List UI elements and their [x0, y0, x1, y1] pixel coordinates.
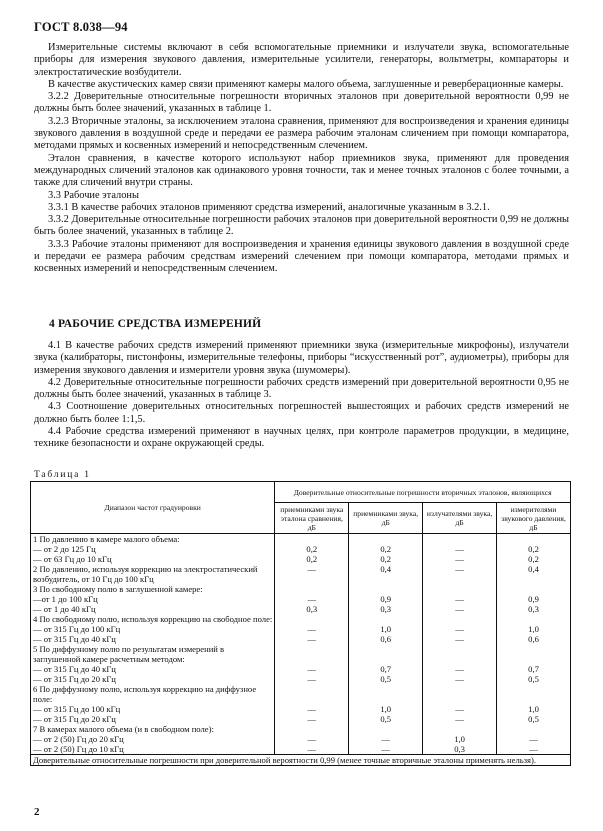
- row-value: [349, 644, 423, 664]
- row-value: —: [423, 544, 497, 554]
- row-value: 0,9: [349, 594, 423, 604]
- paragraph: 4.1 В качестве рабочих средств измерений применяют приемники звука (измерительные микрофоны), излучатели звука (калибраторы, пистонфоны, измерительные телефоны, приборы “искусственный рот”, аудиометры), приборы для измерения звукового давления и измерители уровня звука (шумомеры).: [34, 340, 569, 376]
- table-row: [31, 594, 571, 604]
- row-value: 0,2: [349, 544, 423, 554]
- row-value: 0,2: [497, 544, 571, 554]
- row-value: —: [275, 744, 349, 755]
- table-row: [31, 634, 571, 644]
- row-value: —: [423, 714, 497, 724]
- row-value: 0,3: [497, 604, 571, 614]
- row-label: — от 315 Гц до 100 кГц: [31, 624, 275, 634]
- row-value: 0,9: [497, 594, 571, 604]
- row-value: —: [423, 604, 497, 614]
- paragraph: 3.2.3 Вторичные эталоны, за исключением эталона сравнения, применяют для воспроизведения и хранения единицы звукового давления в воздушной среде и передачи ее размера рабочим эталонам сличением при помощи компаратора, методами прямых и косвенных измерений и непосредственным слечением.: [34, 115, 569, 152]
- table-row: [31, 534, 571, 545]
- row-value: 0,3: [423, 744, 497, 755]
- paragraph: 3.3.3 Рабочие эталоны применяют для воспроизведения и хранения единицы звукового давления в воздушной среде и передачи ее размера рабочим средствам измерений слечением при помощи компаратора, методами прямых и косвенных измерений и непосредственным слечением.: [34, 238, 569, 275]
- row-value: —: [275, 624, 349, 634]
- row-label: 7 В камерах малого объема (и в свободном поле):: [31, 724, 275, 734]
- row-value: 1,0: [423, 734, 497, 744]
- row-value: 0,4: [497, 564, 571, 584]
- table-row: [31, 734, 571, 744]
- row-value: —: [275, 634, 349, 644]
- row-value: —: [349, 744, 423, 755]
- row-label: — от 63 Гц до 10 кГц: [31, 554, 275, 564]
- paragraph: 3.2.2 Доверительные относительные погрешности вторичных эталонов при доверительной вероятности 0,99 не должны быть более значений, указанных в таблице 1.: [34, 91, 569, 115]
- table-row: [31, 614, 571, 624]
- row-value: 0,2: [497, 554, 571, 564]
- paragraph: 4.2 Доверительные относительные погрешности рабочих средств измерений при доверительной вероятности 0,95 не должны быть более значений, указанных в таблице 3.: [34, 376, 569, 401]
- document-header: ГОСТ 8.038—94: [34, 20, 128, 34]
- row-value: 0,3: [275, 604, 349, 614]
- row-value: [497, 584, 571, 594]
- subsection-heading: 3.3 Рабочие эталоны: [48, 189, 139, 201]
- row-value: —: [275, 674, 349, 684]
- row-value: —: [497, 734, 571, 744]
- bottom-text-block: [34, 340, 569, 451]
- table-header-range: Диапазон частот градуировки: [31, 482, 275, 534]
- row-label: 5 По диффузному полю по результатам измерений в заглушенной камере расчетным методом:: [31, 644, 275, 664]
- row-value: [275, 684, 349, 704]
- paragraph: 4.4 Рабочие средства измерений применяют в научных целях, при контроле параметров продукции, в медицине, технике безопасности и охране окружающей среды.: [34, 426, 569, 450]
- table-row: [31, 664, 571, 674]
- row-value: [349, 684, 423, 704]
- paragraph: Эталон сравнения, в качестве которого используют набор приемников звука, применяют для проведения международных сличений эталонов как одинакового уровня точности, так и менее точных эталонов с более точными, а также для сличений внутри страны.: [34, 152, 569, 189]
- table-row: [31, 544, 571, 554]
- row-value: 0,2: [275, 554, 349, 564]
- row-value: —: [275, 664, 349, 674]
- row-value: 1,0: [497, 704, 571, 714]
- row-value: [275, 614, 349, 624]
- row-value: [423, 724, 497, 734]
- row-value: [497, 614, 571, 624]
- table-row: [31, 684, 571, 704]
- row-value: [349, 724, 423, 734]
- table-subheader: приемниками звука, дБ: [349, 503, 423, 534]
- table-header-group: Доверительные относительные погрешности вторичных эталонов, являющихся: [275, 482, 571, 503]
- row-value: 0,5: [349, 674, 423, 684]
- row-label: — от 2 до 125 Гц: [31, 544, 275, 554]
- table-subheader: измерителями звукового давления, дБ: [497, 503, 571, 534]
- row-value: 0,4: [349, 564, 423, 584]
- row-value: —: [423, 624, 497, 634]
- row-value: —: [423, 704, 497, 714]
- row-value: [423, 684, 497, 704]
- row-value: —: [349, 734, 423, 744]
- row-value: 0,2: [275, 544, 349, 554]
- row-value: 0,6: [349, 634, 423, 644]
- table-row: [31, 744, 571, 755]
- table-row: [31, 644, 571, 664]
- row-value: 0,5: [497, 674, 571, 684]
- row-value: —: [275, 714, 349, 724]
- row-label: 1 По давлению в камере малого объема:: [31, 534, 275, 545]
- row-value: [349, 614, 423, 624]
- row-label: — от 315 Гц до 20 кГц: [31, 674, 275, 684]
- table-body: [31, 534, 571, 755]
- row-value: 0,5: [349, 714, 423, 724]
- table-row: [31, 724, 571, 734]
- row-value: [275, 644, 349, 664]
- row-value: —: [423, 594, 497, 604]
- table-footnote: Доверительные относительные погрешности при доверительной вероятности 0,99 (менее точные вторичные эталоны применять нельзя).: [31, 755, 571, 766]
- row-value: 1,0: [349, 624, 423, 634]
- table-row: [31, 674, 571, 684]
- row-value: [497, 724, 571, 734]
- row-value: 0,7: [349, 664, 423, 674]
- paragraph: В качестве акустических камер связи применяют камеры малого объема, заглушенные и реверберационные камеры.: [48, 78, 564, 90]
- row-value: —: [423, 554, 497, 564]
- row-label: 6 По диффузному полю, используя коррекцию на диффузное поле:: [31, 684, 275, 704]
- row-value: —: [275, 564, 349, 584]
- row-value: [423, 614, 497, 624]
- table-row: [31, 554, 571, 564]
- paragraph: 4.3 Соотношение доверительных относительных погрешностей вышестоящих и рабочих средств измерений не должно быть более 1:1,5.: [34, 401, 569, 425]
- table-row: [31, 584, 571, 594]
- row-value: —: [423, 664, 497, 674]
- row-label: — от 1 до 40 кГц: [31, 604, 275, 614]
- row-value: [497, 684, 571, 704]
- row-value: 0,2: [349, 554, 423, 564]
- row-value: —: [423, 674, 497, 684]
- row-value: —: [497, 744, 571, 755]
- table-row: [31, 704, 571, 714]
- row-value: [275, 724, 349, 734]
- row-value: —: [423, 564, 497, 584]
- row-value: —: [423, 634, 497, 644]
- row-value: [423, 584, 497, 594]
- paragraph: 3.3.2 Доверительные относительные погрешности рабочих эталонов при доверительной вероятности 0,99 не должны быть более значений, указанных в таблице 2.: [34, 214, 569, 238]
- top-text-block: [34, 42, 569, 276]
- row-value: 0,5: [497, 714, 571, 724]
- row-value: 0,6: [497, 634, 571, 644]
- row-label: 3 По свободному полю в заглушенной камере:: [31, 584, 275, 594]
- table-subheader: приемниками звука эталона сравнения, дБ: [275, 503, 349, 534]
- row-label: — от 2 (50) Гц до 10 кГц: [31, 744, 275, 755]
- row-value: [497, 644, 571, 664]
- row-value: [423, 644, 497, 664]
- row-value: 1,0: [497, 624, 571, 634]
- table-row: [31, 624, 571, 634]
- page-number: 2: [34, 806, 40, 818]
- row-value: [275, 584, 349, 594]
- row-value: [349, 534, 423, 545]
- row-label: —от 1 до 100 кГц: [31, 594, 275, 604]
- row-label: 2 По давлению, используя коррекцию на электростатический возбудитель, от 10 Гц до 100 кГц: [31, 564, 275, 584]
- table-row: [31, 714, 571, 724]
- table-row: [31, 604, 571, 614]
- row-value: [497, 534, 571, 545]
- row-value: [349, 584, 423, 594]
- row-label: 4 По свободному полю, используя коррекцию на свободное поле:: [31, 614, 275, 624]
- section-title: 4 РАБОЧИЕ СРЕДСТВА ИЗМЕРЕНИЙ: [49, 318, 262, 330]
- paragraph: Измерительные системы включают в себя вспомогательные приемники и излучатели звука, вспомогательные приборы для измерения звукового давления, измерительные усилители, генераторы, вольтметры, компараторы и электростатические возбудители.: [34, 42, 569, 78]
- paragraph: 3.3.1 В качестве рабочих эталонов применяют средства измерений, аналогичные указанным в 3.2.1.: [48, 201, 490, 213]
- row-value: —: [275, 704, 349, 714]
- row-label: — от 315 Гц до 20 кГц: [31, 714, 275, 724]
- row-label: — от 315 Гц до 40 кГц: [31, 634, 275, 644]
- table-row: [31, 564, 571, 584]
- row-label: — от 2 (50) Гц до 20 кГц: [31, 734, 275, 744]
- table-1: [30, 481, 571, 766]
- row-value: 0,7: [497, 664, 571, 674]
- row-label: — от 315 Гц до 40 кГц: [31, 664, 275, 674]
- row-value: —: [275, 594, 349, 604]
- table-subheader: излучателями звука, дБ: [423, 503, 497, 534]
- row-label: — от 315 Гц до 100 кГц: [31, 704, 275, 714]
- row-value: —: [275, 734, 349, 744]
- row-value: [423, 534, 497, 545]
- row-value: [275, 534, 349, 545]
- row-value: 1,0: [349, 704, 423, 714]
- row-value: 0,3: [349, 604, 423, 614]
- table-caption: Таблица 1: [34, 470, 91, 480]
